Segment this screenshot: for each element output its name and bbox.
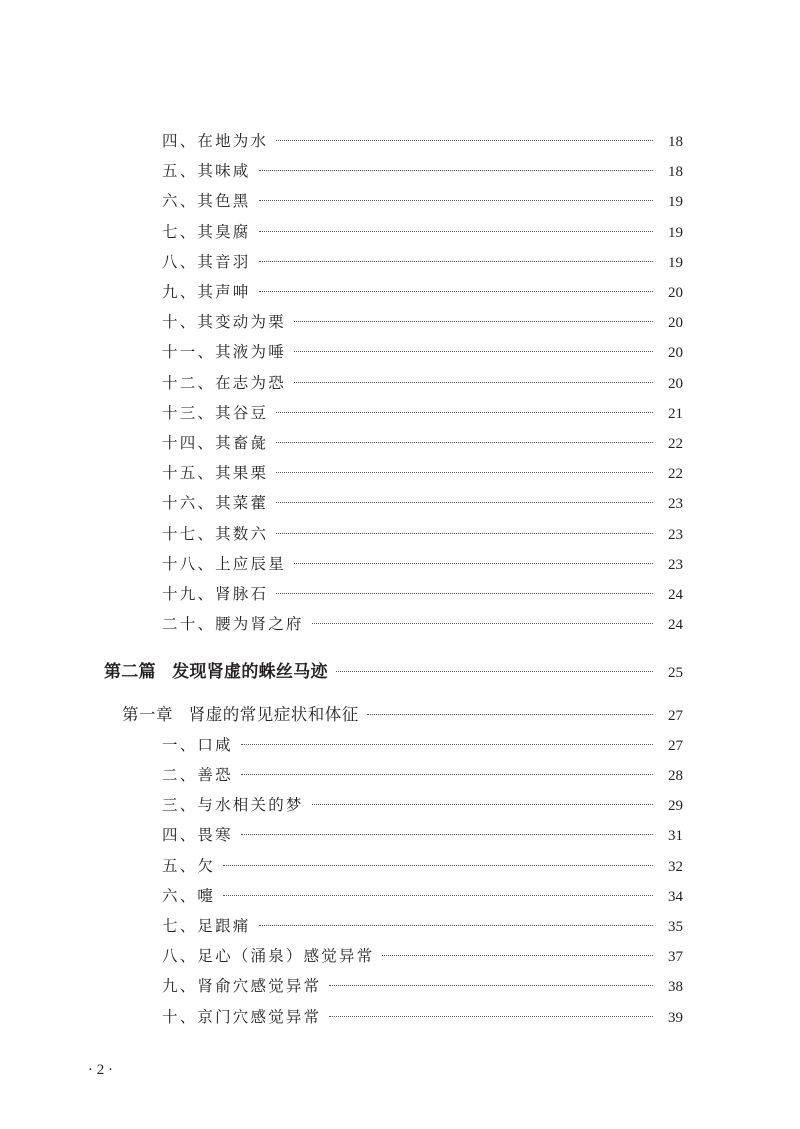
toc-entry-title: 六、嚏 bbox=[162, 886, 216, 905]
toc-entry bbox=[162, 307, 683, 337]
toc-entry bbox=[162, 156, 683, 186]
toc-entry-page: 22 bbox=[668, 436, 683, 452]
toc-entry bbox=[162, 881, 683, 911]
dot-leader bbox=[276, 502, 653, 503]
toc-entry-title: 六、其色黑 bbox=[162, 192, 251, 211]
toc-entry bbox=[162, 820, 683, 850]
toc-entry-title: 八、足心（涌泉）感觉异常 bbox=[162, 947, 375, 966]
dot-leader bbox=[276, 472, 653, 473]
toc-entry-page: 35 bbox=[668, 919, 683, 935]
toc-entry-page: 18 bbox=[668, 164, 683, 181]
toc-entry-title: 第二篇 发现肾虚的蛛丝马迹 bbox=[104, 662, 328, 683]
toc-entry-page: 20 bbox=[668, 375, 683, 392]
toc-entry bbox=[162, 941, 683, 971]
dot-leader bbox=[276, 412, 653, 413]
toc-entry-title: 十九、肾脉石 bbox=[162, 585, 269, 603]
toc-entry-title: 一、口咸 bbox=[162, 735, 233, 754]
dot-leader bbox=[276, 442, 653, 443]
dot-leader bbox=[223, 865, 653, 866]
toc-entry-page: 27 bbox=[668, 737, 683, 754]
toc-entry-title: 七、其臭腐 bbox=[162, 222, 251, 241]
toc-entry-title: 十、其变动为栗 bbox=[162, 313, 286, 332]
toc-entry-page: 34 bbox=[668, 888, 683, 905]
toc-entry-title: 四、畏寒 bbox=[162, 826, 233, 845]
toc-entry-page: 20 bbox=[668, 345, 683, 362]
toc-entry bbox=[162, 458, 683, 488]
toc-entry bbox=[162, 760, 683, 790]
toc-entry-title: 四、在地为水 bbox=[162, 132, 269, 150]
toc-entry-page: 22 bbox=[668, 466, 683, 483]
toc-entry-title: 八、其音羽 bbox=[162, 252, 251, 271]
dot-leader bbox=[259, 291, 653, 292]
dot-leader bbox=[367, 714, 653, 715]
dot-leader bbox=[382, 955, 653, 956]
toc-entry bbox=[162, 247, 683, 277]
dot-leader bbox=[259, 200, 653, 201]
toc-entry bbox=[162, 217, 683, 247]
toc-entry bbox=[162, 186, 683, 216]
toc-entry bbox=[162, 911, 683, 941]
dot-leader bbox=[312, 804, 653, 805]
toc-entry-title: 十八、上应辰星 bbox=[162, 554, 286, 573]
toc-entry bbox=[162, 971, 683, 1001]
dot-leader bbox=[336, 671, 653, 672]
dot-leader bbox=[276, 533, 653, 534]
toc-entry-title: 十六、其菜藿 bbox=[162, 494, 269, 513]
toc-entry-title: 五、其味咸 bbox=[162, 162, 251, 181]
toc-entry bbox=[162, 790, 683, 820]
toc-entry-page: 32 bbox=[668, 858, 683, 875]
toc-entry bbox=[162, 398, 683, 428]
toc-entry bbox=[162, 428, 683, 458]
toc-entry bbox=[162, 277, 683, 307]
dot-leader bbox=[259, 925, 653, 926]
toc-entry-title: 五、欠 bbox=[162, 856, 216, 875]
dot-leader bbox=[294, 321, 653, 322]
toc-entry bbox=[162, 488, 683, 518]
toc-entry-title: 十三、其谷豆 bbox=[162, 403, 269, 422]
toc-entry-page: 19 bbox=[668, 254, 683, 271]
toc-entry bbox=[162, 609, 683, 639]
toc-entry-title: 十七、其数六 bbox=[162, 524, 269, 543]
dot-leader bbox=[259, 231, 653, 232]
toc-entry-page: 23 bbox=[668, 496, 683, 513]
toc-entry bbox=[162, 368, 683, 398]
toc-entry-title: 第一章 肾虚的常见症状和体征 bbox=[122, 704, 359, 724]
toc-entry-title: 十四、其畜彘 bbox=[162, 434, 269, 452]
toc-entry-page: 27 bbox=[668, 707, 683, 724]
toc-entry bbox=[162, 1002, 683, 1032]
toc-entry bbox=[162, 337, 683, 367]
toc-entry-page: 19 bbox=[668, 224, 683, 241]
toc-entry bbox=[162, 549, 683, 579]
toc-entry bbox=[162, 851, 683, 881]
dot-leader bbox=[276, 593, 653, 594]
dot-leader bbox=[259, 170, 653, 171]
toc-entry-page: 28 bbox=[668, 768, 683, 784]
dot-leader bbox=[294, 382, 653, 383]
toc-entry-title: 十、京门穴感觉异常 bbox=[162, 1007, 322, 1026]
toc-entry-title: 二十、腰为肾之府 bbox=[162, 615, 304, 634]
toc-chapter-heading bbox=[122, 700, 683, 730]
toc-entry-page: 37 bbox=[668, 949, 683, 966]
dot-leader bbox=[241, 774, 653, 775]
toc-entry-page: 38 bbox=[668, 979, 683, 996]
toc-entry-page: 31 bbox=[668, 828, 683, 845]
toc-part-heading bbox=[104, 657, 683, 687]
toc-entry-page: 39 bbox=[668, 1009, 683, 1026]
toc-entry-title: 九、肾俞穴感觉异常 bbox=[162, 977, 322, 996]
dot-leader bbox=[259, 261, 653, 262]
dot-leader bbox=[241, 744, 653, 745]
dot-leader bbox=[294, 563, 653, 564]
toc-entry-title: 十一、其液为唾 bbox=[162, 343, 286, 362]
page-number: · 2 · bbox=[88, 1062, 113, 1078]
dot-leader bbox=[241, 834, 653, 835]
toc-entry-title: 十五、其果栗 bbox=[162, 464, 269, 483]
toc-entry-title: 十二、在志为恐 bbox=[162, 373, 286, 392]
toc-entry bbox=[162, 730, 683, 760]
toc-entry-page: 29 bbox=[668, 798, 683, 815]
toc-entry bbox=[162, 519, 683, 549]
dot-leader bbox=[329, 985, 653, 986]
toc-entry-title: 九、其声呻 bbox=[162, 283, 251, 301]
dot-leader bbox=[294, 351, 653, 352]
toc-entry-page: 20 bbox=[668, 315, 683, 332]
dot-leader bbox=[312, 623, 653, 624]
dot-leader bbox=[329, 1016, 653, 1017]
toc-entry-title: 七、足跟痛 bbox=[162, 917, 251, 935]
toc-entry-page: 19 bbox=[668, 194, 683, 211]
toc-entry-title: 三、与水相关的梦 bbox=[162, 796, 304, 815]
toc-entry-page: 20 bbox=[668, 285, 683, 301]
toc-entry-page: 24 bbox=[668, 617, 683, 634]
toc-entry bbox=[162, 126, 683, 156]
dot-leader bbox=[276, 140, 653, 141]
toc-entry-title: 二、善恐 bbox=[162, 766, 233, 784]
toc-entry-page: 21 bbox=[668, 405, 683, 422]
toc-entry bbox=[162, 579, 683, 609]
toc-entry-page: 23 bbox=[668, 556, 683, 573]
toc-entry-page: 18 bbox=[668, 134, 683, 150]
toc-entry-page: 23 bbox=[668, 526, 683, 543]
toc-entry-page: 24 bbox=[668, 587, 683, 603]
toc-entry-page: 25 bbox=[668, 665, 683, 682]
dot-leader bbox=[223, 895, 653, 896]
